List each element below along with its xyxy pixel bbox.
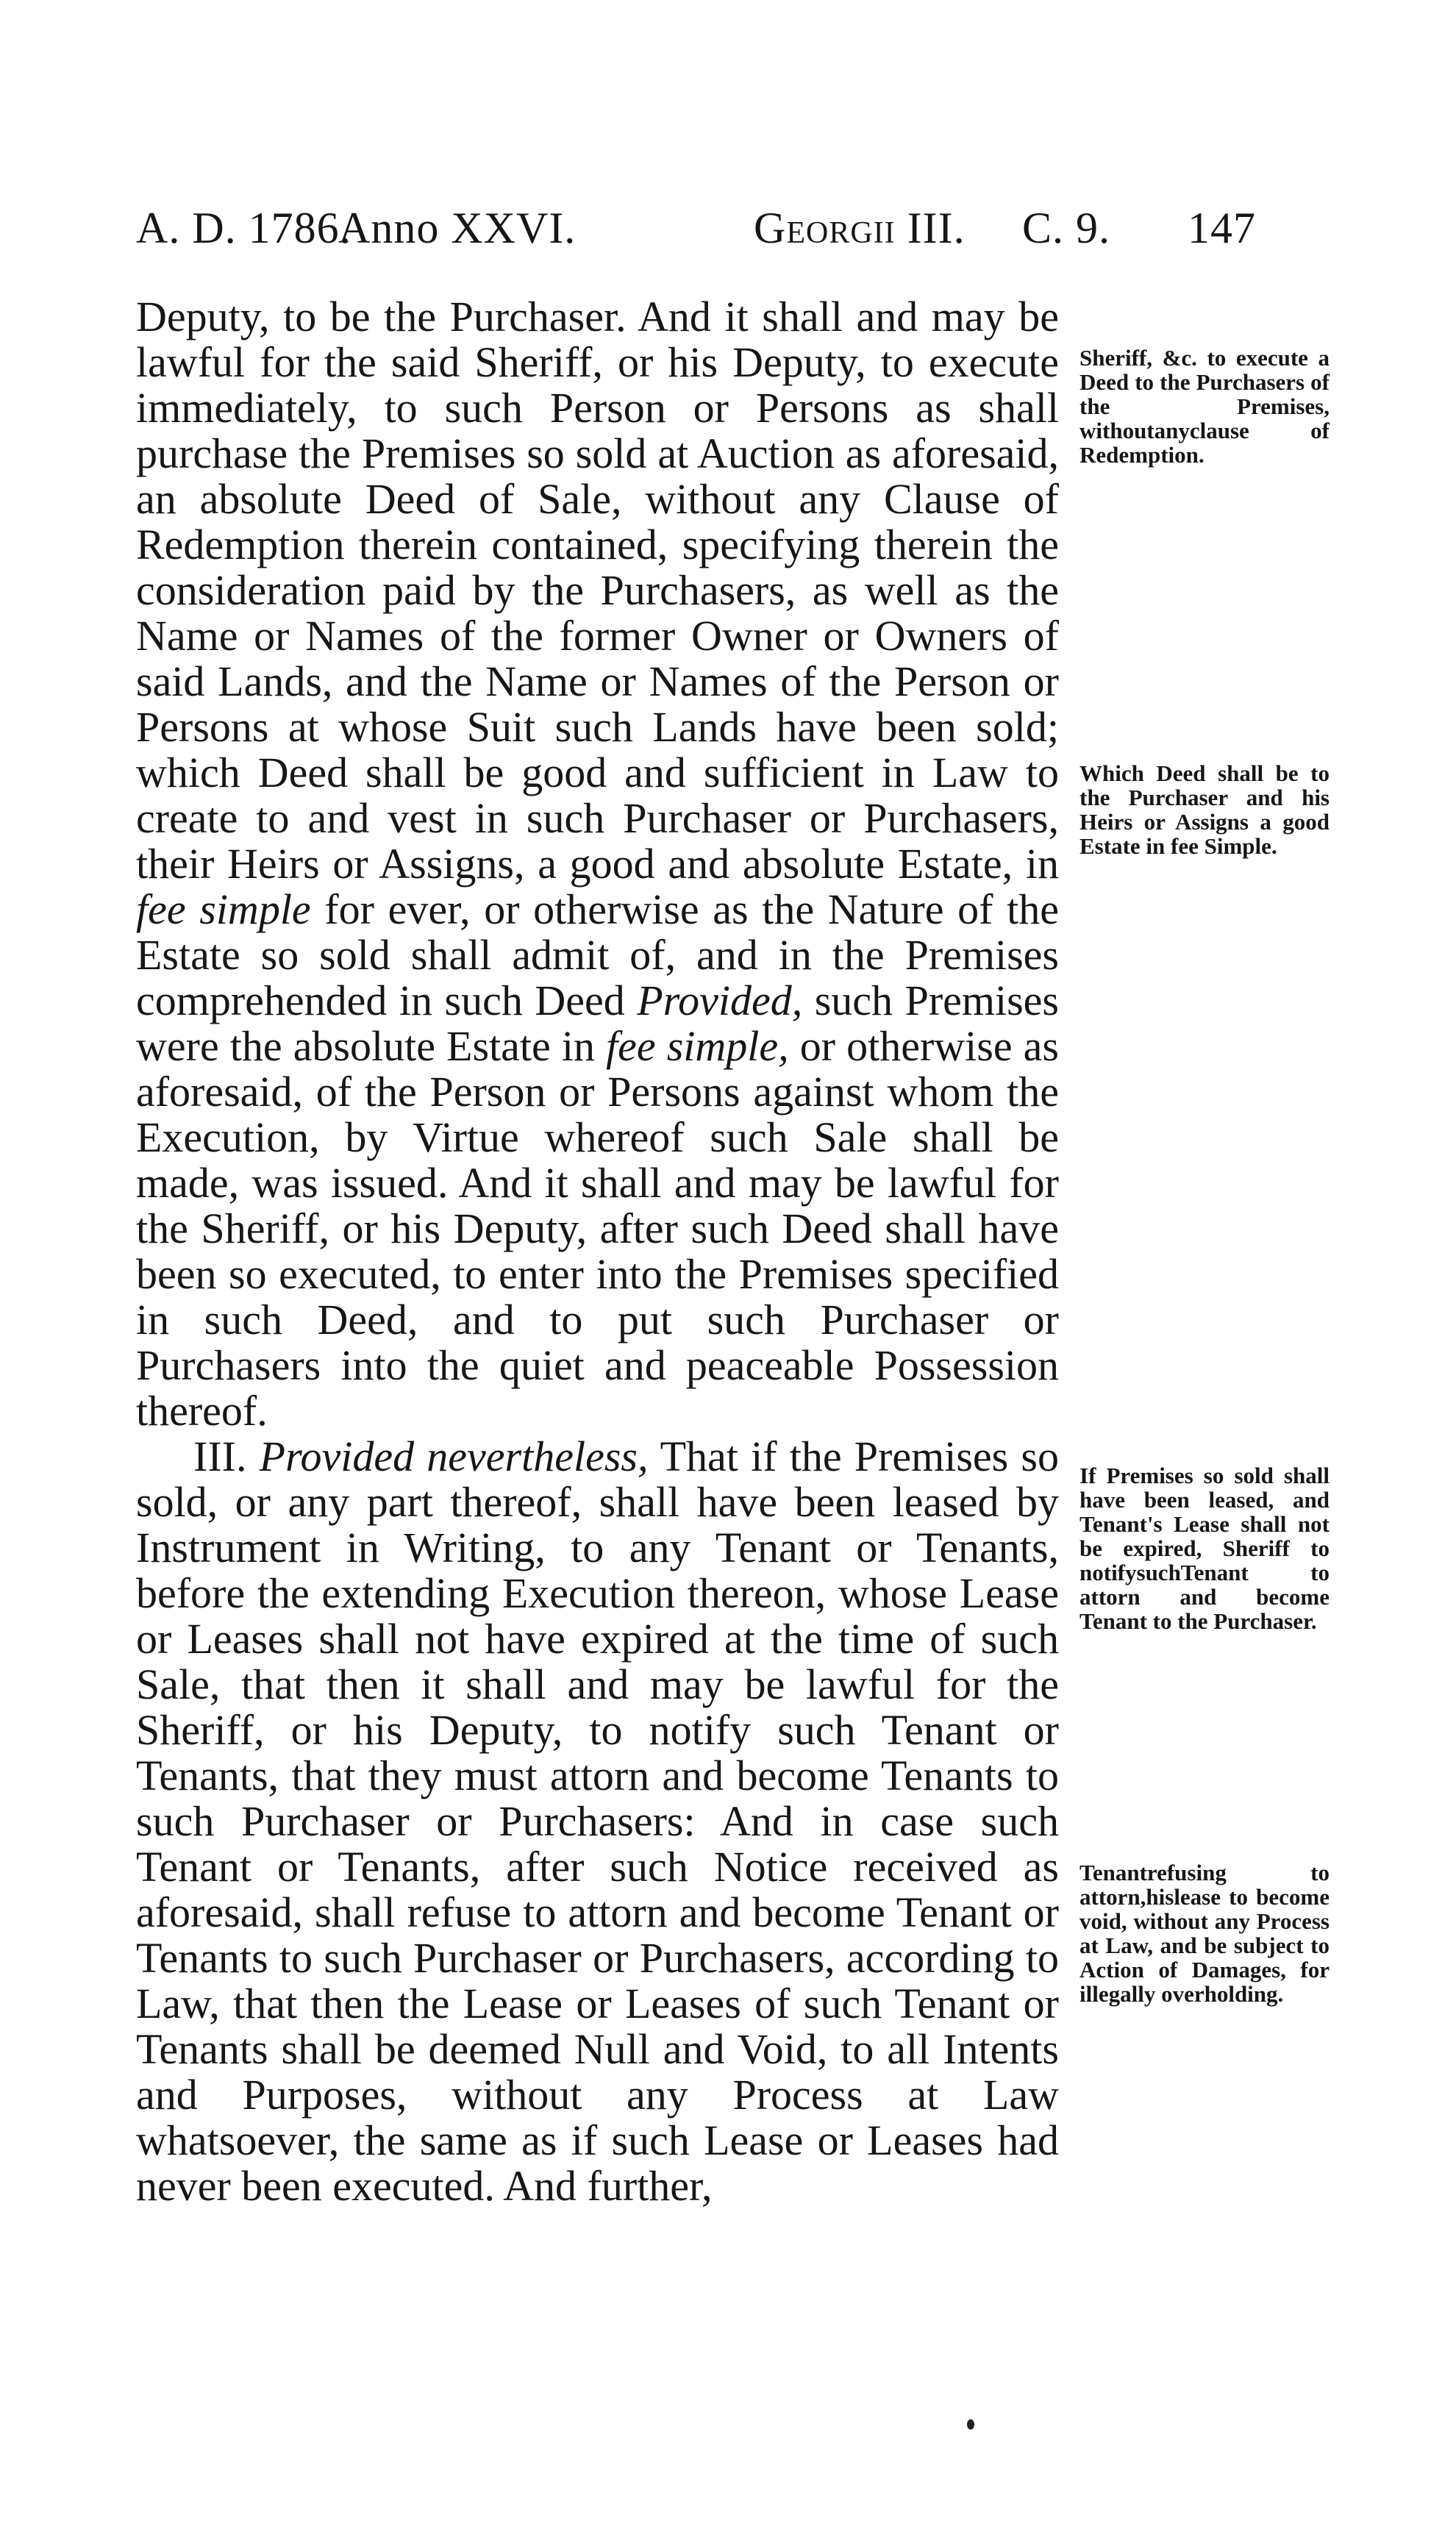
header-regnal-year: Anno XXVI. bbox=[338, 204, 577, 252]
paragraph-text: Deputy, to be the Purchaser. And it shall and may be lawful for the said Sheriff, or his Deputy, to execute immediately, to such Person or Persons as shall purchase the Premises so sold at Auction as aforesaid, an absolute Deed of Sale, without any Clause of Redemption therein contained, specifying therein the consideration paid by the Purchasers, as well as the Name or Names of the former Owner or Owners of said Lands, and the Name or Names of the Person or Persons at whose Suit such Lands have been sold; which Deed shall be good and sufficient in Law to create to and vest in such Purchaser or Purchasers, their Heirs or Assigns, a good and absolute Estate, in bbox=[136, 293, 1059, 888]
paragraph-text: for ever, or otherwise as the Nature of the Estate so sold shall admit of, and in the Premises comprehended in such Deed bbox=[136, 885, 1059, 1024]
header-chapter: C. 9. bbox=[1022, 204, 1111, 252]
italic-term: Provided, bbox=[637, 977, 803, 1024]
paragraph-text: That if the Premises so sold, or any part thereof, shall have been leased by Instrument in Writing, to any Tenant or Tenants, before the extending Execution thereon, whose Lease or Leases shall not have expired at the time of such Sale, that then it shall and may be lawful for the Sheriff, or his Deputy, to notify such Tenant or Tenants, that they must attorn and become Tenants to such Purchaser or Purchasers: And in case such Tenant or Tenants, after such Notice received as aforesaid, shall refuse to attorn and become Tenant or Tenants to such Purchaser or Purchasers, according to Law, that then the Lease or Leases of such Tenant or Tenants shall be deemed Null and Void, to all Intents and Purposes, without any Process at Law whatsoever, the same as if such Lease or Leases had never been executed. And further, bbox=[136, 1432, 1060, 2210]
header-year: A. D. 1786. bbox=[136, 204, 351, 252]
italic-term: fee simple bbox=[136, 885, 311, 933]
paragraph-deed-of-sale bbox=[136, 294, 1059, 1434]
italic-term: Provided nevertheless, bbox=[259, 1432, 649, 1480]
marginal-note: Sheriff, &c. to execute a Deed to the Purchasers of the Premises, withoutanyclause of Redemption. bbox=[1079, 345, 1330, 468]
italic-term: fee simple, bbox=[606, 1022, 789, 1070]
paragraph-text: such Premises were the absolute Estate in bbox=[136, 977, 1059, 1070]
paragraph-section-iii bbox=[136, 1434, 1059, 2209]
ink-speck bbox=[967, 2419, 974, 2430]
page-number: 147 bbox=[1188, 204, 1256, 252]
running-header bbox=[136, 199, 1313, 257]
marginal-note: Which Deed shall be to the Purchaser and his Heirs or Assigns a good Estate in fee Simple. bbox=[1079, 760, 1330, 859]
main-text-column bbox=[136, 294, 1059, 2209]
header-monarch: Georgii III. bbox=[754, 204, 966, 252]
marginal-note: If Premises so sold shall have been leased, and Tenant's Lease shall not be expired, Sheriff to notifysuchTenant to attorn and become Tenant to the Purchaser. bbox=[1079, 1463, 1330, 1634]
paragraph-text: or otherwise as aforesaid, of the Person or Persons against whom the Execution, by Virtue whereof such Sale shall be made, was issued. And it shall and may be lawful for the Sheriff, or his Deputy, after such Deed shall have been so executed, to enter into the Premises specified in such Deed, and to put such Purchaser or Purchasers into the quiet and peaceable Possession thereof. bbox=[136, 1022, 1059, 1435]
section-number: III. bbox=[193, 1432, 247, 1480]
marginal-note: Tenantrefusing to attorn,hislease to become void, without any Process at Law, and be subject to Action of Damages, for illegally overholding. bbox=[1079, 1860, 1330, 2007]
